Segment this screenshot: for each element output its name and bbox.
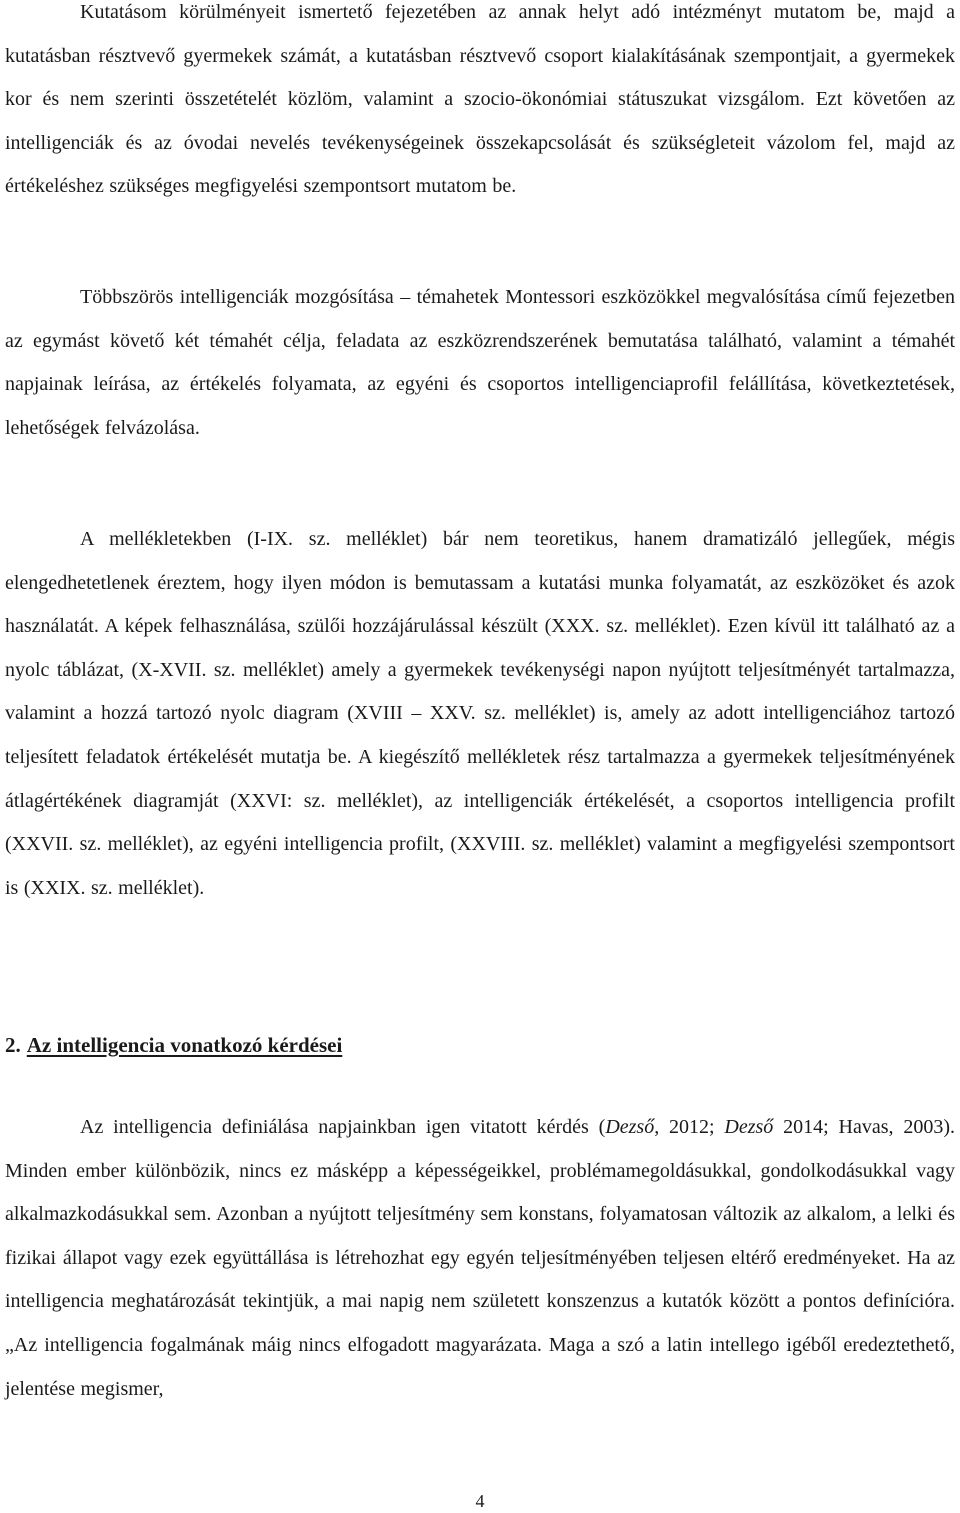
- paragraph-appendices: A mellékletekben (I-IX. sz. melléklet) bár nem teoretikus, hanem dramatizáló jellegűek, mégis elengedhetetlenek éreztem, hogy ilyen módon is bemutassam a kutatási munka folyamatát, az eszközöket és azok használatát. A képek felhasználása, szülői hozzájárulással készült (XXX. sz. melléklet). Ezen kívül itt található az a nyolc táblázat, (X-XVII. sz. melléklet) amely a gyermekek tevékenységi napon nyújtott teljesítményét tartalmazza, valamint a hozzá tartozó nyolc diagram (XVIII – XXV. sz. melléklet) is, amely az adott intelligenciához tartozó teljesített feladatok értékelését mutatja be. A kiegészítő mellékletek rész tartalmazza a gyermekek teljesítményének átlagértékének diagramját (XXVI: sz. melléklet), az intelligenciák értékelését, a csoportos intelligencia profilt (XXVII. sz. melléklet), az egyéni intelligencia profilt, (XXVIII. sz. melléklet) valamint a megfigyelési szempontsort is (XXIX. sz. melléklet).: [5, 528, 955, 899]
- paragraph-text: Az intelligencia definiálása napjainkban igen vitatott kérdés (: [80, 1116, 606, 1138]
- citation-author: Dezső: [724, 1116, 774, 1138]
- citation-author: Dezső: [605, 1116, 655, 1138]
- paragraph-text: 2014; Havas, 2003). Minden ember különbözik, nincs ez másképp a képességeikkel, problémamegoldásukkal, gondolkodásukkal vagy alkalmazkodásukkal sem. Azonban a nyújtott teljesítmény sem konstans, folyamatosan változik az alkalom, a lelki és fizikai állapot vagy ezek együttállása is létrehozhat egy egyén teljesítményében teljesen eltérő eredményeket. Ha az intelligencia meghatározását tekintjük, a mai napig nem született konszenzus a kutatók között a pontos definícióra. „Az intelligencia fogalmának máig nincs elfogadott magyarázata. Maga a szó a latin intellego igéből eredeztethető, jelentése megismer,: [5, 1116, 956, 1400]
- section-title: Az intelligencia vonatkozó kérdései: [26, 1033, 343, 1057]
- section-number: 2.: [5, 1033, 21, 1057]
- paragraph-text: , 2012;: [654, 1116, 725, 1138]
- page-number: 4: [475, 1491, 485, 1511]
- section-heading: [5, 1030, 342, 1060]
- paragraph-research-circumstances: Kutatásom körülményeit ismertető fejezetében az annak helyt adó intézményt mutatom be, majd a kutatásban résztvevő gyermekek számát, a kutatásban résztvevő csoport kialakításának szempontjait, a gyermekek kor és nem szerinti összetételét közlöm, valamint a szocio-ökonómiai státuszukat vizsgálom. Ezt követően az intelligenciák és az óvodai nevelés tevékenységeinek összekapcsolását és szükségleteit vázolom fel, majd az értékeléshez szükséges megfigyelési szempontsort mutatom be.: [5, 1, 955, 198]
- paragraph-multiple-intelligences: Többszörös intelligenciák mozgósítása – témahetek Montessori eszközökkel megvalósítása című fejezetben az egymást követő két témahét célja, feladata az eszközrendszerének bemutatása található, valamint a témahét napjainak leírása, az értékelés folyamata, az egyéni és csoportos intelligenciaprofil felállítása, következtetések, lehetőségek felvázolása.: [5, 286, 955, 439]
- paragraph-intelligence-definition: [5, 1106, 955, 1411]
